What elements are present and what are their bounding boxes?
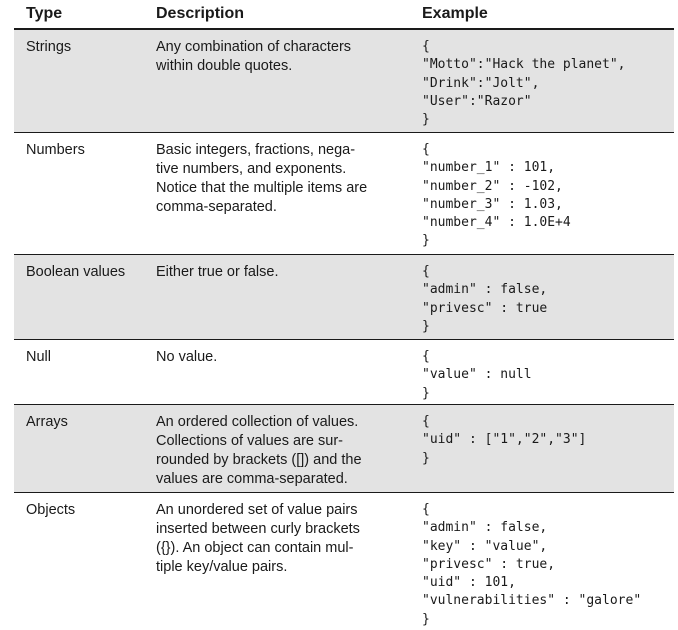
table-row-arrays bbox=[14, 405, 674, 493]
json-types-table bbox=[14, 0, 674, 630]
table-header-row bbox=[14, 0, 674, 30]
description-cell bbox=[156, 38, 406, 76]
description-line: Collections of values are sur- bbox=[156, 433, 343, 449]
description-line: Basic integers, fractions, nega- bbox=[156, 142, 356, 158]
type-cell: Strings bbox=[26, 39, 72, 55]
description-line: tiple key/value pairs. bbox=[156, 559, 288, 575]
example-code: { "value" : null } bbox=[422, 349, 532, 401]
example-code: { "admin" : false, "key" : "value", "privesc" : true, "uid" : 101, "vulnerabilities" : "galore" } bbox=[422, 502, 642, 627]
description-line: values are comma-separated. bbox=[156, 471, 348, 487]
description-line: within double quotes. bbox=[156, 58, 293, 74]
table-row-null bbox=[14, 340, 674, 405]
description-line: An ordered collection of values. bbox=[156, 414, 359, 430]
header-description: Description bbox=[156, 5, 245, 22]
description-cell bbox=[156, 141, 406, 217]
description-line: comma-separated. bbox=[156, 199, 277, 215]
example-code: { "number_1" : 101, "number_2" : -102, "number_3" : 1.03, "number_4" : 1.0E+4 } bbox=[422, 142, 571, 249]
type-cell: Boolean values bbox=[26, 264, 126, 280]
description-line: tive numbers, and exponents. bbox=[156, 161, 347, 177]
description-line: Either true or false. bbox=[156, 264, 279, 280]
example-code: { "admin" : false, "privesc" : true } bbox=[422, 264, 548, 334]
description-cell bbox=[156, 501, 406, 577]
type-cell: Arrays bbox=[26, 414, 68, 430]
header-example: Example bbox=[422, 5, 488, 22]
description-cell bbox=[156, 263, 406, 282]
description-line: inserted between curly brackets bbox=[156, 521, 360, 537]
description-line: Notice that the multiple items are bbox=[156, 180, 368, 196]
table-row-objects bbox=[14, 493, 674, 630]
table-row-strings bbox=[14, 30, 674, 133]
description-line: No value. bbox=[156, 349, 218, 365]
description-cell bbox=[156, 413, 406, 489]
type-cell: Null bbox=[26, 349, 51, 365]
description-line: An unordered set of value pairs bbox=[156, 502, 358, 518]
table-row-numbers bbox=[14, 133, 674, 255]
header-type: Type bbox=[26, 5, 63, 22]
example-code: { "Motto":"Hack the planet", "Drink":"Jolt", "User":"Razor" } bbox=[422, 39, 626, 128]
type-cell: Objects bbox=[26, 502, 76, 518]
description-line: rounded by brackets ([]) and the bbox=[156, 452, 362, 468]
description-cell bbox=[156, 348, 406, 367]
description-line: ({}). An object can contain mul- bbox=[156, 540, 354, 556]
example-code: { "uid" : ["1","2","3"] } bbox=[422, 414, 587, 466]
table-row-boolean bbox=[14, 255, 674, 340]
type-cell: Numbers bbox=[26, 142, 85, 158]
description-line: Any combination of characters bbox=[156, 39, 352, 55]
